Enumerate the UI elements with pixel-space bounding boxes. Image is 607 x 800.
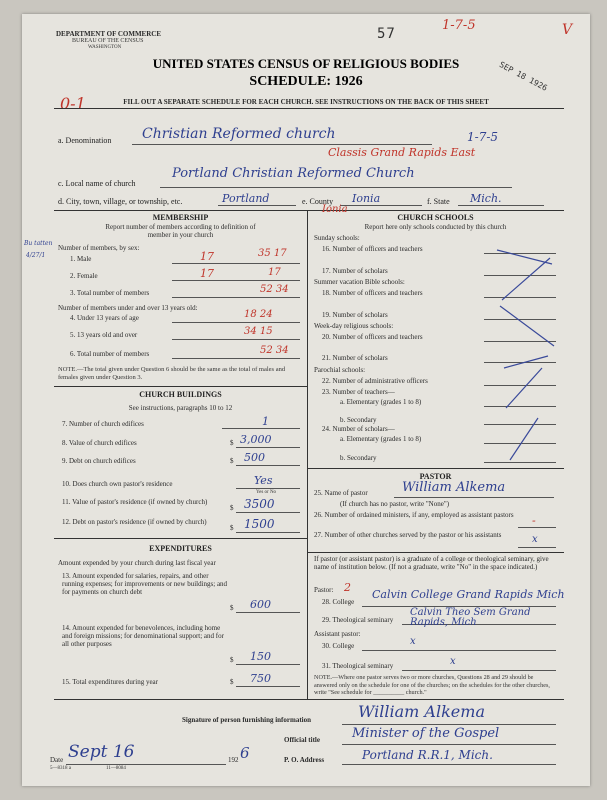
form-title: UNITED STATES CENSUS OF RELIGIOUS BODIES [152,56,460,71]
q31-label: 31. Theological seminary [322,662,394,670]
pastor-mark: 2 [344,581,351,594]
county-value: Ionia [352,192,381,205]
church-name-label: c. Local name of church [58,179,136,188]
assistant-label: Assistant pastor: [314,630,361,638]
classis-note: Classis Grand Rapids East [328,146,476,159]
weekday-label: Week-day religious schools: [314,322,394,330]
q14-label: 14. Amount expended for benevolences, including home and foreign missions; for denominational support; and for all other purposes [62,624,224,648]
q4-label: 4. Under 13 years of age [70,314,139,322]
q3-value: 52 34 [260,284,289,295]
q26-label: 26. Number of ordained ministers, if any, employed as assistant pastors [314,511,514,519]
summer-label: Summer vacation Bible schools: [314,278,405,286]
expenditures-heading: EXPENDITURES [149,544,212,553]
date-value: Sept 16 [68,742,135,762]
q24b-label: b. Secondary [340,454,377,462]
q24a-label: a. Elementary (grades 1 to 8) [340,435,422,443]
city-name: WASHINGTON [88,45,122,50]
membership-note: NOTE.—The total given under Question 6 should be the same as the total of males and females given under Question 3. [58,366,286,381]
schools-heading: CHURCH SCHOOLS [397,213,474,222]
by-sex-label: Number of members, by sex: [58,244,140,252]
q5-value: 34 15 [244,326,273,337]
membership-sub1: Report number of members according to definition of [105,223,256,231]
q5-label: 5. 13 years old and over [70,331,138,339]
q9-label: 9. Debt on church edifices [62,457,136,465]
q3-label: 3. Total number of members [70,289,150,297]
q12-value: 1500 [244,517,275,531]
q25-note: (If church has no pastor, write "None") [340,500,450,508]
parochial-label: Parochial schools: [314,366,366,374]
q2-label: 2. Female [70,272,98,280]
q24-label: 24. Number of scholars— [322,425,395,433]
print-number: 11—8084 [106,766,126,771]
year-value: 6 [240,744,250,762]
q22-label: 22. Number of administrative officers [322,377,428,385]
title-label: Official title [284,736,320,744]
q8-value: 3,000 [240,433,272,446]
q21-label: 21. Number of scholars [322,354,388,362]
code-top: 1-7-5 [442,18,476,33]
q15-value: 750 [250,672,271,685]
q13-label: 13. Amount expended for salaries, repairs, and other running expenses; for improvements or new buildings; and for payments on church debt [62,572,228,596]
q28-label: 28. College [322,598,355,606]
form-number: 5—8318 a [50,766,71,771]
q10-yesno: Yes or No [256,490,277,495]
pastor-label: Pastor: [314,586,334,594]
q25-label: 25. Name of pastor [314,489,368,497]
sunday-label: Sunday schools: [314,234,360,242]
q23a-label: a. Elementary (grades 1 to 8) [340,398,422,406]
margin-mark: 0-1 [60,94,86,113]
q23-label: 23. Number of teachers— [322,388,395,396]
po-value: Portland R.R.1, Mich. [362,748,493,762]
schools-crossout-marks [492,248,562,464]
denomination-label: a. Denomination [58,136,112,145]
title-value: Minister of the Gospel [352,726,500,741]
buildings-sub: See instructions, paragraphs 10 to 12 [128,404,233,412]
q19-label: 19. Number of scholars [322,311,388,319]
instructions-line: FILL OUT A SEPARATE SCHEDULE FOR EACH CHURCH. SEE INSTRUCTIONS ON THE BACK OF THIS SHEET [123,98,489,106]
left-note-2: 4/27/1 [26,252,46,259]
q20-label: 20. Number of officers and teachers [322,333,423,341]
census-schedule-page: DEPARTMENT OF COMMERCE BUREAU OF THE CENSUS WASHINGTON 57 1-7-5 V SEP 18 1926 UNITED STATES CENSUS OF RELIGIOUS BODIES SCHEDULE: 1926 0-1 FILL OUT A SEPARATE SCHEDULE FOR EACH CHURCH. SEE INSTRUCTIONS ON THE BACK OF THIS SHEET a. Denomination Christian Reformed church 1-7-5 Classis Grand Rapids East c. Local name of church Portland Christian Reformed Church d. City, town, village, or township, etc. Portland e. County Ionia f. State Mich. MEMBERSHIP Report number of members according to definition of member in your church Bu tatten 4/27/1 Number of members, by sex: 1. Male 17 35 17 2. Female 17 17 3. Total number of members 52 34 Number of members under and over 13 years old: 4. Under 13 years of age 18 24 5. 13 years old and over 34 15 6. Total number of members 52 34 NOTE.—The total given under Question 6 should be the same as the total of males and females given under Question 3. CHURCH BUILDINGS See instructions, paragraphs 10 to 12 7. Number of church edifices 1 8. Value of church edifices $ 3,000 9. Debt on church edifices $ 500 10. Does church own pastor's residence Yes Yes or No 11. Value of pastor's residence (if owned by church) $ 3500 12. Debt on pastor's residence (if owned by church) $ 1500 EXPENDITURES Amount expended by your church during last fiscal year 13. Amount expended for salaries, repairs, and other running expenses; for improvements or new buildings; and for payments on church debt $ 600 14. Amount expended for benevolences, including home and foreign missions; for denominational support; and for all other purposes $ 150 15. Total expenditures during year $ 750 Ionia CHURCH SCHOOLS Report here only schools conducted by this church Sunday schools: 16. Number of officers and teachers 17. Number of scholars Summer vacation Bible schools: 18. Number of officers and teachers 19. Number of scholars Week-day religious schools: 20. Number of officers and teachers 21. Number of scholars Parochial schools: 22. Number of administrative officers 23. Number of teachers— a. Elementary (grades 1 to 8) b. Secondary 24. Number of scholars— a. Elementary (grades 1 to 8) b. Secondary PASTOR 25. Name of pastor William Alkema (If church has no pastor, write "None") 26. Number of ordained ministers, if any, employed as assistant pastors - 27. Number of other churches served by the pastor or his assistants x If pastor (or assistant pastor) is a graduate of a college or theological seminary, give name of institution below. (If not a graduate, write "No" in the space indicated.) Pastor: 2 28. College Calvin College Grand Rapids Mich 29. Theological seminary Calvin Theo Sem Grand Rapids, Mich Assistant pastor: 30. College x 31. Theological seminary x NOTE.—Where one pastor serves two or more churches, Questions 28 and 29 should be answered only on the schedule for one of the churches; on the schedules for the other churches, write "See schedule for __________ church." Signature of person furnishing information William Alkema Official title Minister of the Gospel Date Sept 16 192 6 P. O. Address Portland R.R.1, Mich. 5—8318 a 11—8084 [22,14,590,786]
age-heading: Number of members under and over 13 years old: [58,304,198,312]
q10-label: 10. Does church own pastor's residence [62,480,173,488]
schools-sub: Report here only schools conducted by this church [364,223,507,231]
q15-label: 15. Total expenditures during year [62,678,158,686]
q29-label: 29. Theological seminary [322,616,394,624]
form-subtitle: SCHEDULE: 1926 [249,74,363,89]
state-value: Mich. [470,192,502,205]
check-mark: V [562,22,573,38]
q4-value: 18 24 [244,309,273,320]
q14-value: 150 [250,650,271,663]
q17-label: 17. Number of scholars [322,267,388,275]
q29-value: Calvin Theo Sem Grand Rapids, Mich [410,607,531,628]
q1-value: 17 [200,250,214,263]
denomination-code: 1-7-5 [467,130,499,144]
graduate-note: If pastor (or assistant pastor) is a graduate of a college or theological seminary, give name of institution below. (If not a graduate, write "No" in the space indicated.) [314,555,549,571]
q27-value: x [532,534,538,545]
membership-sub2: member in your church [147,231,214,239]
q2-value: 17 [200,267,214,280]
signature-value: William Alkema [358,702,485,721]
state-label: f. State [427,197,450,206]
received-date-stamp: SEP 18 1926 [497,60,549,93]
q8-label: 8. Value of church edifices [62,439,137,447]
q27-label: 27. Number of other churches served by the pastor or his assistants [314,531,502,539]
pastor-heading: PASTOR [419,472,452,481]
q10-value: Yes [254,474,273,487]
q25-value: William Alkema [402,480,506,495]
membership-heading: MEMBERSHIP [152,213,209,222]
q2-value-2: 17 [268,267,281,278]
q16-label: 16. Number of officers and teachers [322,245,423,253]
q30-value: x [410,636,416,647]
q18-label: 18. Number of officers and teachers [322,289,423,297]
q9-value: 500 [244,451,265,464]
q7-label: 7. Number of church edifices [62,420,144,428]
church-name-value: Portland Christian Reformed Church [172,166,415,181]
stamp-number: 57 [377,26,396,42]
q1-value-2: 35 17 [258,248,287,259]
bureau-name: BUREAU OF THE CENSUS [72,38,144,44]
q7-value: 1 [262,415,269,428]
q13-value: 600 [250,598,271,611]
q30-label: 30. College [322,642,355,650]
q12-label: 12. Debt on pastor's residence (if owned by church) [62,518,207,526]
q23b-label: b. Secondary [340,416,377,424]
q26-value: - [532,514,536,527]
left-note-1: Bu tatten [24,240,53,247]
q6-value: 52 34 [260,345,289,356]
city-value: Portland [222,192,270,205]
pastor-note: NOTE.—Where one pastor serves two or more churches, Questions 28 and 29 should be answered only on the schedule for one of the churches; on the schedules for the other churches, write "See schedule for __________ church." [314,674,550,696]
q6-label: 6. Total number of members [70,350,150,358]
signature-label: Signature of person furnishing information [182,716,311,724]
expenditures-sub: Amount expended by your church during last fiscal year [58,559,216,567]
denomination-value: Christian Reformed church [142,126,336,142]
q28-value: Calvin College Grand Rapids Mich [372,588,565,601]
year-prefix: 192 [228,756,239,764]
dept-name: DEPARTMENT OF COMMERCE [56,30,162,38]
q11-label: 11. Value of pastor's residence (if owned by church) [62,498,208,506]
po-label: P. O. Address [284,756,325,764]
q1-label: 1. Male [70,255,92,263]
city-label: d. City, town, village, or township, etc. [58,197,183,206]
q31-value: x [450,656,456,667]
county-margin-note: Ionia [322,204,348,215]
county-label: e. County [302,197,334,206]
q11-value: 3500 [244,497,275,511]
buildings-heading: CHURCH BUILDINGS [139,390,222,399]
date-label: Date [50,756,64,764]
